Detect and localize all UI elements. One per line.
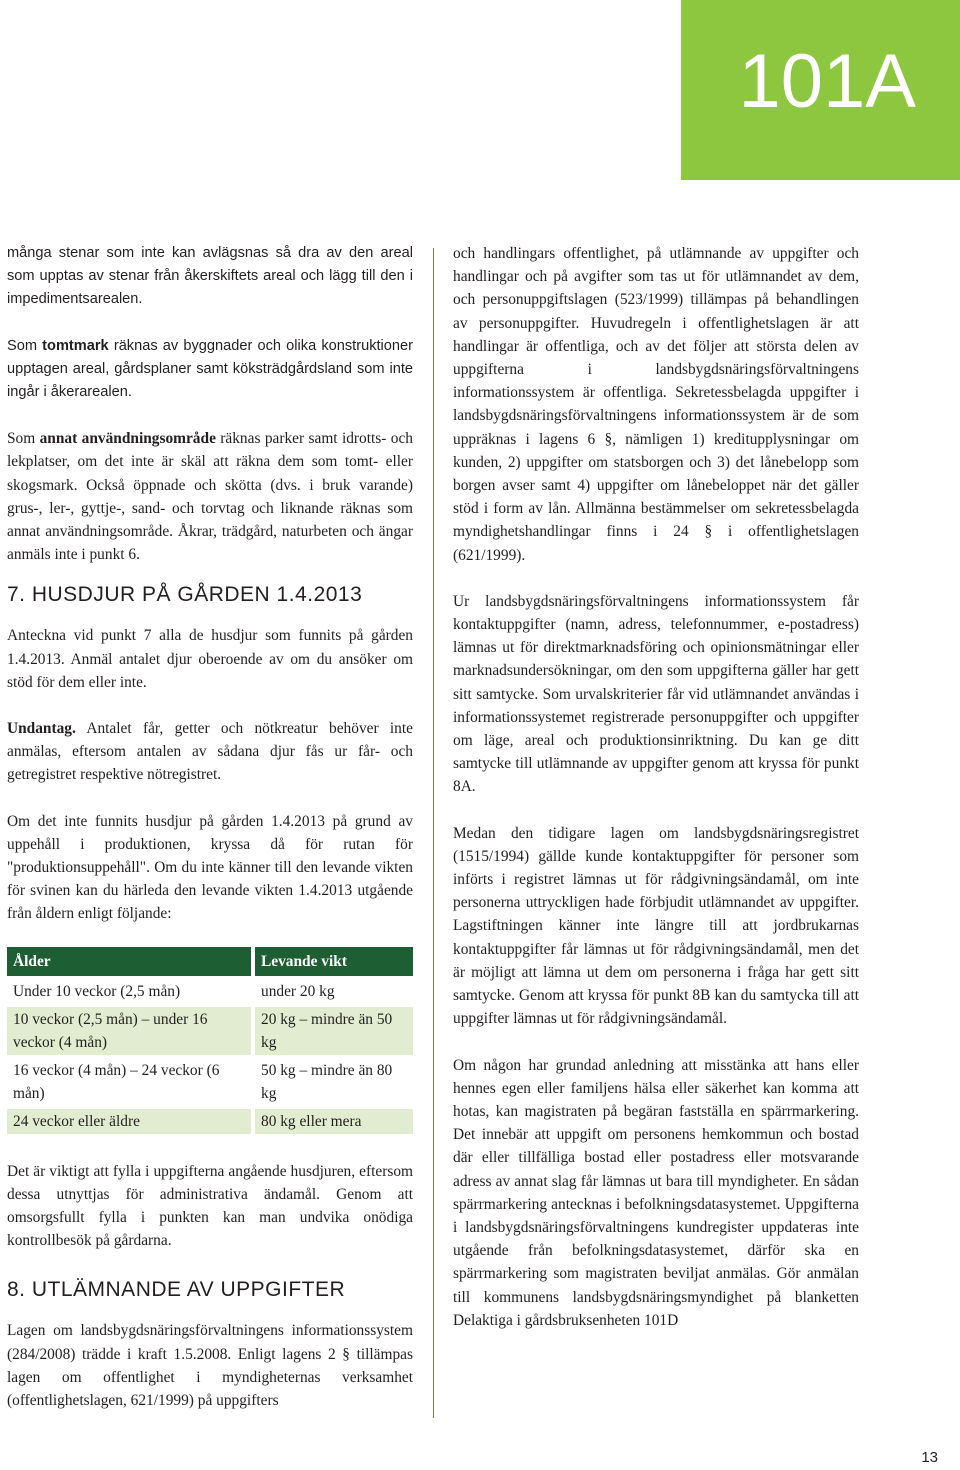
weight-table [7,944,413,1137]
table-cell: 10 veckor (2,5 mån) – under 16 veckor (4 mån) [7,1007,255,1055]
paragraph: Lagen om landsbygdsnäringsförvaltningens informationssystem (284/2008) trädde i kraft 1.5.2008. Enligt lagens 2 § tillämpas lagen om offentlighet i myndigheternas verksamhet (offentlighetslagen, 621/1999) på uppgifters [7,1322,413,1410]
table-row [7,979,413,1004]
keyword-annat-anvandningsomrade: annat användningsområde [39,430,216,448]
paragraph-tomtmark [7,335,413,405]
column-divider [433,248,434,1418]
text: räknas av byggnader och olika konstruktioner upptagen areal, gårdsplaner samt köksträdgårdsland som inte ingår i åkerarealen. [7,337,414,401]
paragraph: Ur landsbygdsnäringsförvaltningens informationssystem får kontaktuppgifter (namn, adress, telefonnummer, e-postadress) lämnas ut för direktmarknadsföring och opinionsmätningar eller marknadsundersökningar, om den som uppgifterna gäller har gett sitt samtycke. Som urvalskriterier får vid utlämnandet användas i informationssystemet registrerade personuppgifter och uppgifter om läge, areal och produktionsinriktning. Du kan ge ditt samtycke till utlämnande av uppgifter genom att kryssa för punkt 8A. [453,592,859,796]
table-cell: 20 kg – mindre än 50 kg [255,1007,413,1055]
table-cell: 24 veckor eller äldre [7,1109,255,1134]
table-cell: Under 10 veckor (2,5 mån) [7,979,255,1004]
paragraph: Anteckna vid punkt 7 alla de husdjur som funnits på gården 1.4.2013. Anmäl antalet djur oberoende av om du ansöker om stöd för dem eller inte. [7,627,413,691]
keyword-tomtmark: tomtmark [42,337,109,354]
left-column [7,242,413,1412]
paragraph-undantag [7,717,413,787]
table-cell: 16 veckor (4 mån) – 24 veckor (6 mån) [7,1058,255,1106]
paragraph: Om det inte funnits husdjur på gården 1.4.2013 på grund av uppehåll i produktionen, kryssa då för rutan för "produktionsuppehåll". Om du inte känner till den levande vikten för svinen kan du härleda den levande vikten 1.4.2013 utgående från åldern enligt följande: [7,812,413,923]
table-cell: under 20 kg [255,979,413,1004]
table-cell: 50 kg – mindre än 80 kg [255,1058,413,1106]
paragraph: Om någon har grundad anledning att misstänka att hans eller hennes egen eller familjens hälsa eller säkerhet kan komma att hotas, kan magistraten på begäran fastställa en spärrmarkering. Det innebär att uppgift om personens hemkommun och bostad där eller tillfälliga bostad eller postadress eller motsvarande adress av annat slag får lämnas ut bara till myndigheter. En sådan spärrmarkering antecknas i befolkningsdatasystemet. Uppgifterna i landsbygdsnäringsförvaltningens kundregister uppdateras inte utgående från befolkningsdatasystemet, därför ska en spärrmarkering som magistraten beviljat anmälas. Gör anmälan till kommunens landsbygdsnäringsmyndighet på blanketten Delaktiga i gårdsbruksenheten 101D [453,1056,859,1329]
table-row [7,1007,413,1055]
text: Som [7,430,40,448]
form-code-badge [681,0,960,180]
table-header: Ålder [7,947,255,976]
text: Som [7,337,43,354]
table-row [7,1109,413,1134]
table-header: Levande vikt [255,947,413,976]
section-heading-7: 7. HUSDJUR PÅ GÅRDEN 1.4.2013 [7,583,363,607]
paragraph-annat [7,427,413,566]
paragraph: Medan den tidigare lagen om landsbygdsnäringsregistret (1515/1994) gällde kunde kontaktuppgifter för personer som införts i registret lämnas ut för rådgivningsändamål, om inte personerna uttryckligen hade förbjudit utlämnandet av uppgifter. Lagstiftningen känner inte längre till att jordbrukarnas kontaktuppgifter får lämnas ut för rådgivningsändamål, men det är möjligt att lämna ut dem om personerna i fråga har gett sitt samtycke. Genom att kryssa för punkt 8B kan du samtycka till att uppgifter lämnas ut för rådgivningsändamål. [453,824,859,1028]
table-header-row [7,947,413,976]
table-row [7,1058,413,1106]
paragraph: många stenar som inte kan avlägsnas så dra av den areal som upptas av stenar från åkerskiftets areal och lägg till den i impedimentsarealen. [7,245,413,308]
form-code: 101A [738,39,916,124]
right-column [453,242,859,1332]
page-number: 13 [921,1449,938,1466]
paragraph: och handlingars offentlighet, på utlämnande av uppgifter och handlingar och på avgifter som tas ut för utlämnandet av dem, och personuppgiftslagen (523/1999) tillämpas på behandlingen av personuppgifter. Huvudregeln i offentlighetslagen är att handlingar är offentliga, och av det följer att största delen av uppgifterna i landsbygdsnäringsförvaltningens informationssystem är offentliga. Sekretessbelagda uppgifter i landsbygdsnäringsförvaltningens informationssystem är de som uppräknas i lagens 6 §, nämligen 1) kreditupplysningar om kunden, 2) uppgifter om statsborgen och 3) det lånebelopp som borgen avser samt 4) uppgifter om lånebeloppet när det gäller stöd i form av lån. Allmänna bestämmelser om sekretessbelagda myndighetshandlingar finns i 24 § i offentlighetslagen (621/1999). [453,245,859,564]
table-cell: 80 kg eller mera [255,1109,413,1134]
keyword-undantag: Undantag. [7,720,76,738]
section-heading-8: 8. UTLÄMNANDE AV UPPGIFTER [7,1278,346,1302]
text: räknas parker samt idrotts- och lekplatser, om det inte är skäl att räkna dem som tomt- eller skogsmark. Också öppnade och skötta (dvs. i bruk varande) grus-, ler-, gyttje-, sand- och torvtag och liknande räknas som annat användningsområde. Åkrar, trädgård, naturbeten och ängar anmäls inte i punkt 6. [7,430,413,564]
paragraph: Det är viktigt att fylla i uppgifterna angående husdjuren, eftersom dessa utnyttjas för administrativa ändamål. Genom att omsorgsfullt fylla i punkten kan man undvika onödiga kontrollbesök på gårdarna. [7,1162,413,1250]
text: Antalet får, getter och nötkreatur behöver inte anmälas, eftersom antalen av sådana djur fås ur får- och getregistret respektive nötregistret. [7,720,413,784]
